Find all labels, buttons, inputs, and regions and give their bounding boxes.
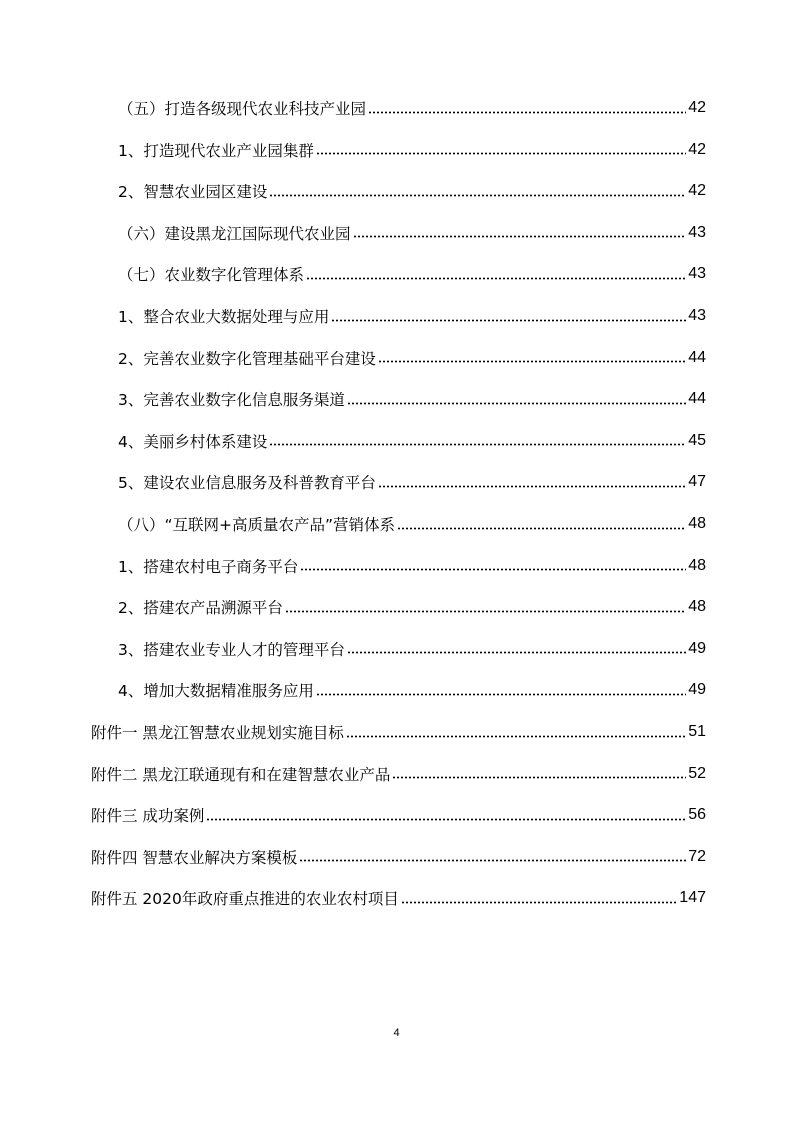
toc-entry-page: 51	[688, 723, 706, 740]
dot-leader	[316, 152, 686, 155]
toc-entry-page: 48	[688, 598, 706, 616]
toc-entry[interactable]	[118, 378, 706, 420]
toc-entry-page: 56	[688, 806, 706, 824]
toc-entry-title: 附件三 成功案例	[91, 807, 205, 826]
toc-entry-title: 2、智慧农业园区建设	[118, 183, 268, 202]
toc-entry-title: （八）“互联网+高质量农产品”营销体系	[118, 516, 396, 534]
dot-leader	[206, 818, 686, 821]
dot-leader	[306, 277, 686, 280]
dot-leader	[378, 360, 686, 363]
toc-entry-title: （七）农业数字化管理体系	[118, 266, 305, 285]
toc-entry-title: 5、建设农业信息服务及科普教育平台	[118, 474, 376, 493]
toc-entry-title: 附件二 黑龙江联通现有和在建智慧农业产品	[91, 765, 391, 784]
toc-entry-page: 42	[688, 99, 706, 116]
dot-leader	[269, 443, 686, 446]
toc-entry-page: 42	[688, 140, 706, 158]
toc-entry-page: 52	[688, 764, 706, 782]
toc-entry-page: 47	[688, 473, 706, 491]
toc-entry[interactable]	[91, 836, 706, 878]
toc-entry-page: 42	[688, 182, 706, 200]
toc-entry[interactable]	[118, 420, 706, 462]
dot-leader	[331, 319, 686, 322]
dot-leader	[316, 693, 686, 696]
toc-entry[interactable]	[118, 129, 706, 171]
toc-entry-title: 3、完善农业数字化信息服务渠道	[118, 391, 345, 410]
toc-entry-page: 49	[688, 681, 706, 699]
toc-entry-title: 4、美丽乡村体系建设	[118, 432, 268, 451]
toc-entry[interactable]	[91, 753, 706, 795]
toc-entry-page: 44	[688, 348, 706, 366]
page-number: 4	[393, 1027, 400, 1039]
dot-leader	[346, 735, 686, 738]
toc-entry[interactable]	[118, 87, 706, 129]
dot-leader	[269, 194, 686, 197]
toc-entry[interactable]	[91, 711, 706, 753]
toc-entry[interactable]	[118, 212, 706, 254]
dot-leader	[401, 901, 677, 904]
toc-entry[interactable]	[118, 295, 706, 337]
toc-entry[interactable]	[118, 545, 706, 587]
toc-entry-title: （六）建设黑龙江国际现代农业园	[118, 224, 351, 243]
toc-entry-page: 49	[688, 639, 706, 657]
toc-entry-title: 2、搭建农产品溯源平台	[118, 599, 283, 618]
toc-entry-title: 1、打造现代农业产业园集群	[118, 141, 314, 160]
toc-entry-page: 43	[688, 307, 706, 324]
toc-entry[interactable]	[118, 628, 706, 670]
toc-entry-page: 44	[688, 390, 706, 408]
dot-leader	[392, 776, 686, 779]
dot-leader	[299, 859, 686, 862]
dot-leader	[347, 402, 686, 405]
toc-entry[interactable]	[91, 794, 706, 836]
toc-entry[interactable]	[118, 669, 706, 711]
dot-leader	[353, 235, 687, 238]
toc-entry-page: 48	[688, 515, 706, 532]
toc-entry-title: 附件四 智慧农业解决方案模板	[91, 848, 298, 867]
toc-entry-title: 4、增加大数据精准服务应用	[118, 682, 314, 701]
dot-leader	[378, 485, 686, 488]
toc-entry[interactable]	[118, 253, 706, 295]
toc-entry-page: 45	[688, 431, 706, 449]
toc-entry-title: 附件五 2020年政府重点推进的农业农村项目	[91, 890, 399, 909]
dot-leader	[300, 568, 686, 571]
toc-entry-title: 1、整合农业大数据处理与应用	[118, 308, 330, 326]
dot-leader	[347, 651, 686, 654]
toc-entry[interactable]	[118, 586, 706, 628]
toc-entry-page: 43	[688, 223, 706, 241]
toc-entry-page: 48	[688, 556, 706, 574]
toc-entry-page: 43	[688, 265, 706, 283]
dot-leader	[368, 111, 686, 114]
dot-leader	[285, 610, 686, 613]
toc-entry[interactable]	[118, 503, 706, 545]
toc-entry[interactable]	[118, 337, 706, 379]
toc-entry-title: 2、完善农业数字化管理基础平台建设	[118, 349, 376, 368]
toc-entry-title: 附件一 黑龙江智慧农业规划实施目标	[91, 724, 344, 742]
dot-leader	[397, 527, 686, 530]
toc-entry-page: 147	[679, 889, 706, 907]
toc-entry-title: 1、搭建农村电子商务平台	[118, 557, 299, 576]
toc-entry[interactable]	[118, 461, 706, 503]
toc-entry[interactable]	[118, 170, 706, 212]
toc-entry-title: （五）打造各级现代农业科技产业园	[118, 100, 367, 118]
toc-entry[interactable]	[91, 877, 706, 919]
toc-entry-page: 72	[688, 847, 706, 865]
toc-entry-title: 3、搭建农业专业人才的管理平台	[118, 640, 345, 659]
